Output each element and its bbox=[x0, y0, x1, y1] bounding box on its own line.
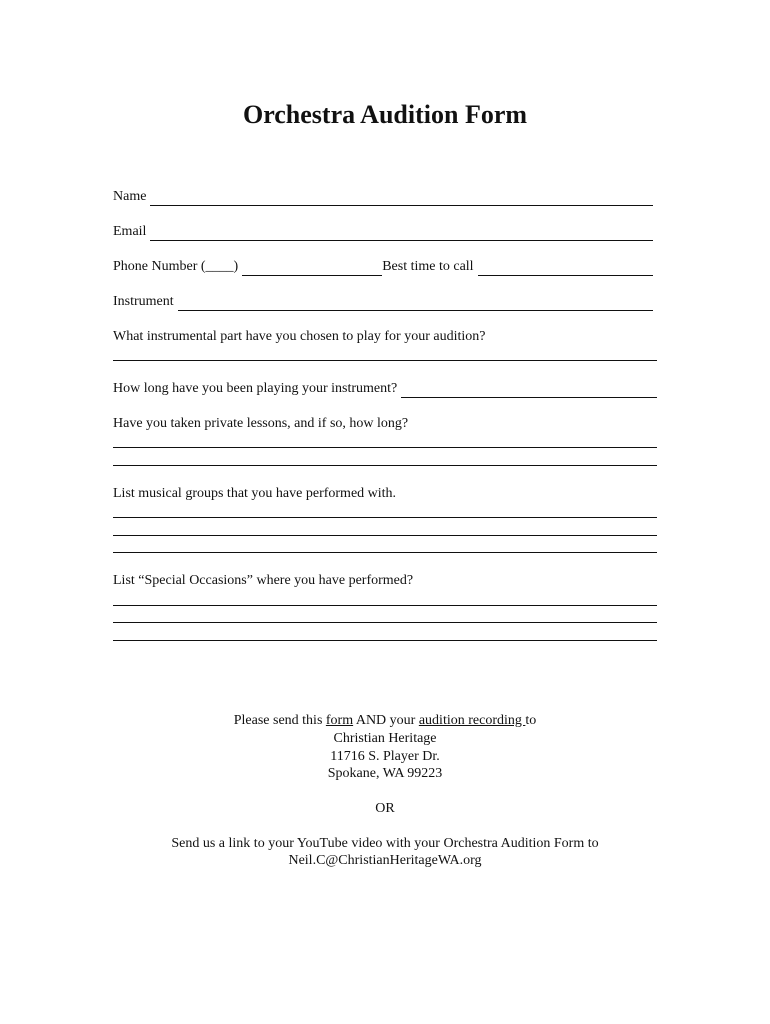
audition-recording: audition recording bbox=[418, 713, 526, 728]
org-name: Christian Heritage bbox=[333, 731, 437, 746]
send-prefix: Please send this bbox=[233, 713, 326, 728]
instrument-field[interactable] bbox=[178, 297, 653, 311]
lessons-question-row bbox=[113, 415, 653, 433]
groups-answer-line-3[interactable] bbox=[113, 552, 657, 553]
occasions-answer-line-3[interactable] bbox=[113, 640, 657, 641]
name-label: Name bbox=[113, 189, 147, 204]
name-field[interactable] bbox=[150, 192, 653, 206]
contact-email: Neil.C@ChristianHeritageWA.org bbox=[288, 853, 482, 868]
lessons-question-label: Have you taken private lessons, and if so, how long? bbox=[113, 416, 409, 431]
form-word: form bbox=[325, 713, 354, 728]
groups-question-row bbox=[113, 485, 653, 503]
email-label: Email bbox=[113, 224, 147, 239]
phone-label: Phone Number (____) bbox=[113, 259, 239, 274]
name-row bbox=[113, 188, 653, 206]
groups-answer-line-2[interactable] bbox=[113, 535, 657, 536]
or-separator: OR bbox=[375, 801, 395, 816]
groups-question-label: List musical groups that you have performed with. bbox=[113, 486, 397, 501]
lessons-answer-line-1[interactable] bbox=[113, 447, 657, 448]
how-long-row bbox=[113, 380, 657, 398]
best-time-label: Best time to call bbox=[382, 259, 474, 274]
how-long-label: How long have you been playing your instrument? bbox=[113, 381, 398, 396]
street-address: 11716 S. Player Dr. bbox=[330, 749, 440, 764]
city-address: Spokane, WA 99223 bbox=[327, 766, 443, 781]
part-question-label: What instrumental part have you chosen to play for your audition? bbox=[113, 329, 486, 344]
occasions-answer-line-2[interactable] bbox=[113, 622, 657, 623]
and-your: AND your bbox=[353, 713, 419, 728]
occasions-question-row bbox=[113, 572, 653, 590]
to-word: to bbox=[525, 713, 537, 728]
instrument-row bbox=[113, 293, 653, 311]
phone-field[interactable] bbox=[242, 262, 382, 276]
groups-answer-line-1[interactable] bbox=[113, 517, 657, 518]
part-answer-line[interactable] bbox=[113, 360, 657, 361]
occasions-question-label: List “Special Occasions” where you have performed? bbox=[113, 573, 414, 588]
instrument-label: Instrument bbox=[113, 294, 174, 309]
how-long-field[interactable] bbox=[401, 384, 657, 398]
email-field[interactable] bbox=[150, 227, 653, 241]
part-question-row bbox=[113, 328, 653, 346]
lessons-answer-line-2[interactable] bbox=[113, 465, 657, 466]
occasions-answer-line-1[interactable] bbox=[113, 605, 657, 606]
best-time-field[interactable] bbox=[478, 262, 653, 276]
phone-row bbox=[113, 258, 653, 276]
link-instructions: Send us a link to your YouTube video with your Orchestra Audition Form to bbox=[171, 836, 599, 851]
page-title: Orchestra Audition Form bbox=[242, 100, 528, 129]
send-instructions bbox=[0, 712, 770, 730]
email-row bbox=[113, 223, 653, 241]
